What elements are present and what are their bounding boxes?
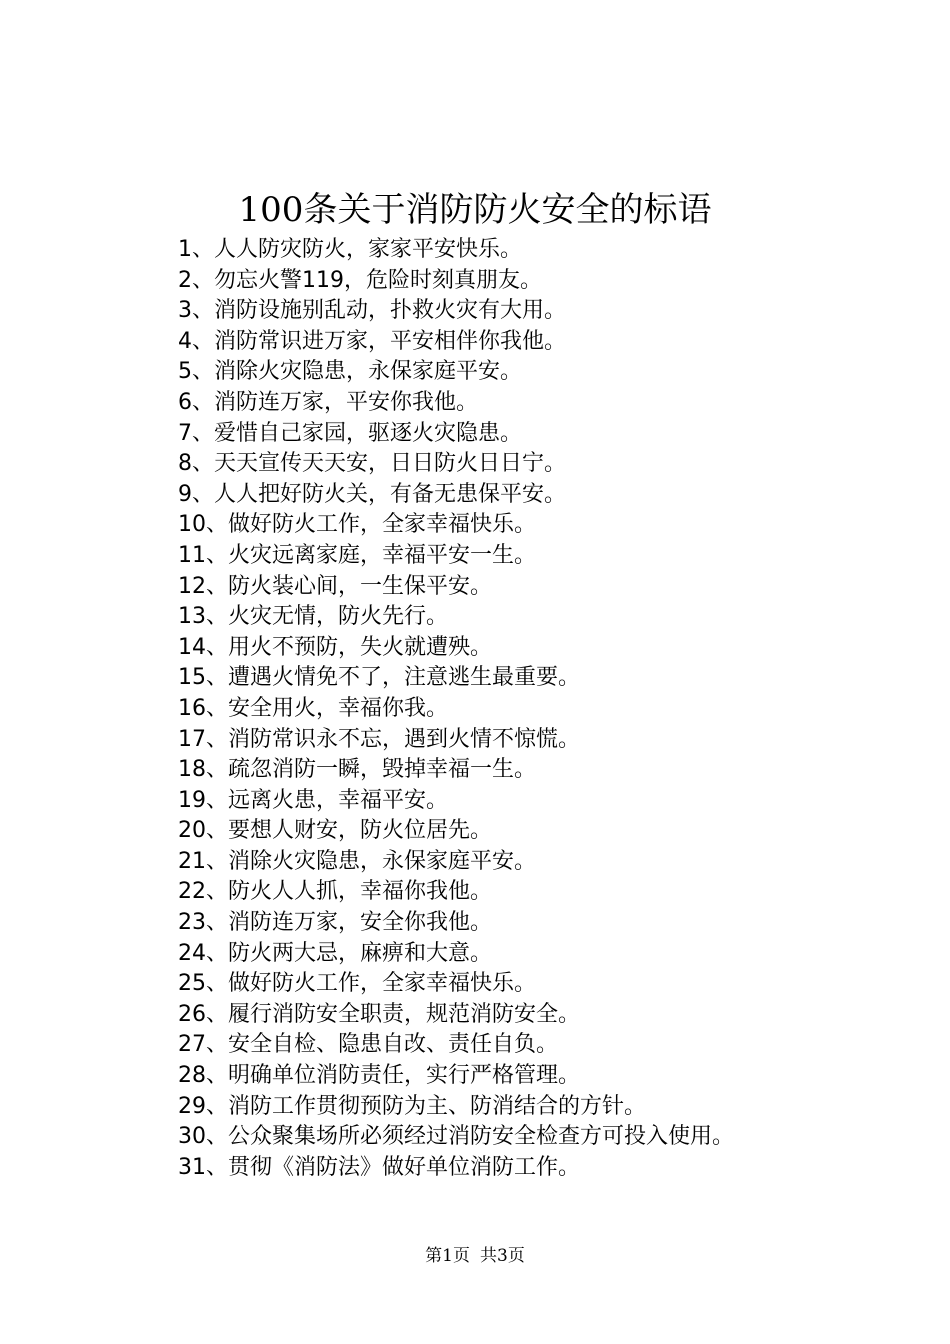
slogan-item: 25、做好防火工作，全家幸福快乐。: [178, 971, 536, 997]
slogan-item: 8、天天宣传天天安，日日防火日日宁。: [178, 451, 566, 477]
slogan-item: 26、履行消防安全职责，规范消防安全。: [178, 1001, 580, 1027]
slogan-item: 24、防火两大忌，麻痹和大意。: [178, 940, 492, 966]
page-number-current: 第1页: [425, 1246, 470, 1266]
slogan-item: 20、要想人财安，防火位居先。: [178, 818, 492, 844]
slogan-item: 17、消防常识永不忘，遇到火情不惊慌。: [178, 726, 580, 752]
page-footer: [0, 1244, 950, 1268]
slogan-item: 21、消除火灾隐患，永保家庭平安。: [178, 848, 536, 874]
slogan-item: 7、爱惜自己家园，驱逐火灾隐患。: [178, 420, 522, 446]
slogan-item: 27、安全自检、隐患自改、责任自负。: [178, 1032, 558, 1058]
slogan-item: 13、火灾无情，防火先行。: [178, 604, 448, 630]
slogan-item: 5、消除火灾隐患，永保家庭平安。: [178, 359, 522, 385]
slogan-item: 28、明确单位消防责任，实行严格管理。: [178, 1063, 580, 1089]
page-title: 100条关于消防防火安全的标语: [238, 190, 712, 230]
slogan-item: 2、勿忘火警119，危险时刻真朋友。: [178, 267, 542, 293]
slogan-item: 9、人人把好防火关，有备无患保平安。: [178, 481, 566, 507]
slogan-item: 11、火灾远离家庭，幸福平安一生。: [178, 542, 536, 568]
slogan-item: 29、消防工作贯彻预防为主、防消结合的方针。: [178, 1093, 646, 1119]
page-number-total: 共3页: [480, 1246, 525, 1266]
slogan-item: 16、安全用火，幸福你我。: [178, 695, 448, 721]
slogan-item: 4、消防常识进万家，平安相伴你我他。: [178, 328, 566, 354]
slogan-item: 19、远离火患，幸福平安。: [178, 787, 448, 813]
slogan-item: 1、人人防灾防火，家家平安快乐。: [178, 237, 522, 262]
slogan-item: 22、防火人人抓，幸福你我他。: [178, 879, 492, 905]
slogan-item: 23、消防连万家，安全你我他。: [178, 910, 492, 936]
slogan-item: 15、遭遇火情免不了，注意逃生最重要。: [178, 665, 580, 691]
slogan-item: 6、消防连万家，平安你我他。: [178, 389, 478, 415]
slogan-item: 3、消防设施别乱动，扑救火灾有大用。: [178, 298, 566, 324]
slogan-list: [178, 235, 734, 1183]
slogan-item: 30、公众聚集场所必须经过消防安全检查方可投入使用。: [178, 1124, 734, 1150]
slogan-item: 10、做好防火工作，全家幸福快乐。: [178, 512, 536, 538]
slogan-item: 12、防火装心间，一生保平安。: [178, 573, 492, 599]
slogan-item: 18、疏忽消防一瞬，毁掉幸福一生。: [178, 757, 536, 783]
slogan-item: 14、用火不预防，失火就遭殃。: [178, 634, 492, 660]
slogan-item: 31、贯彻《消防法》做好单位消防工作。: [178, 1154, 580, 1180]
